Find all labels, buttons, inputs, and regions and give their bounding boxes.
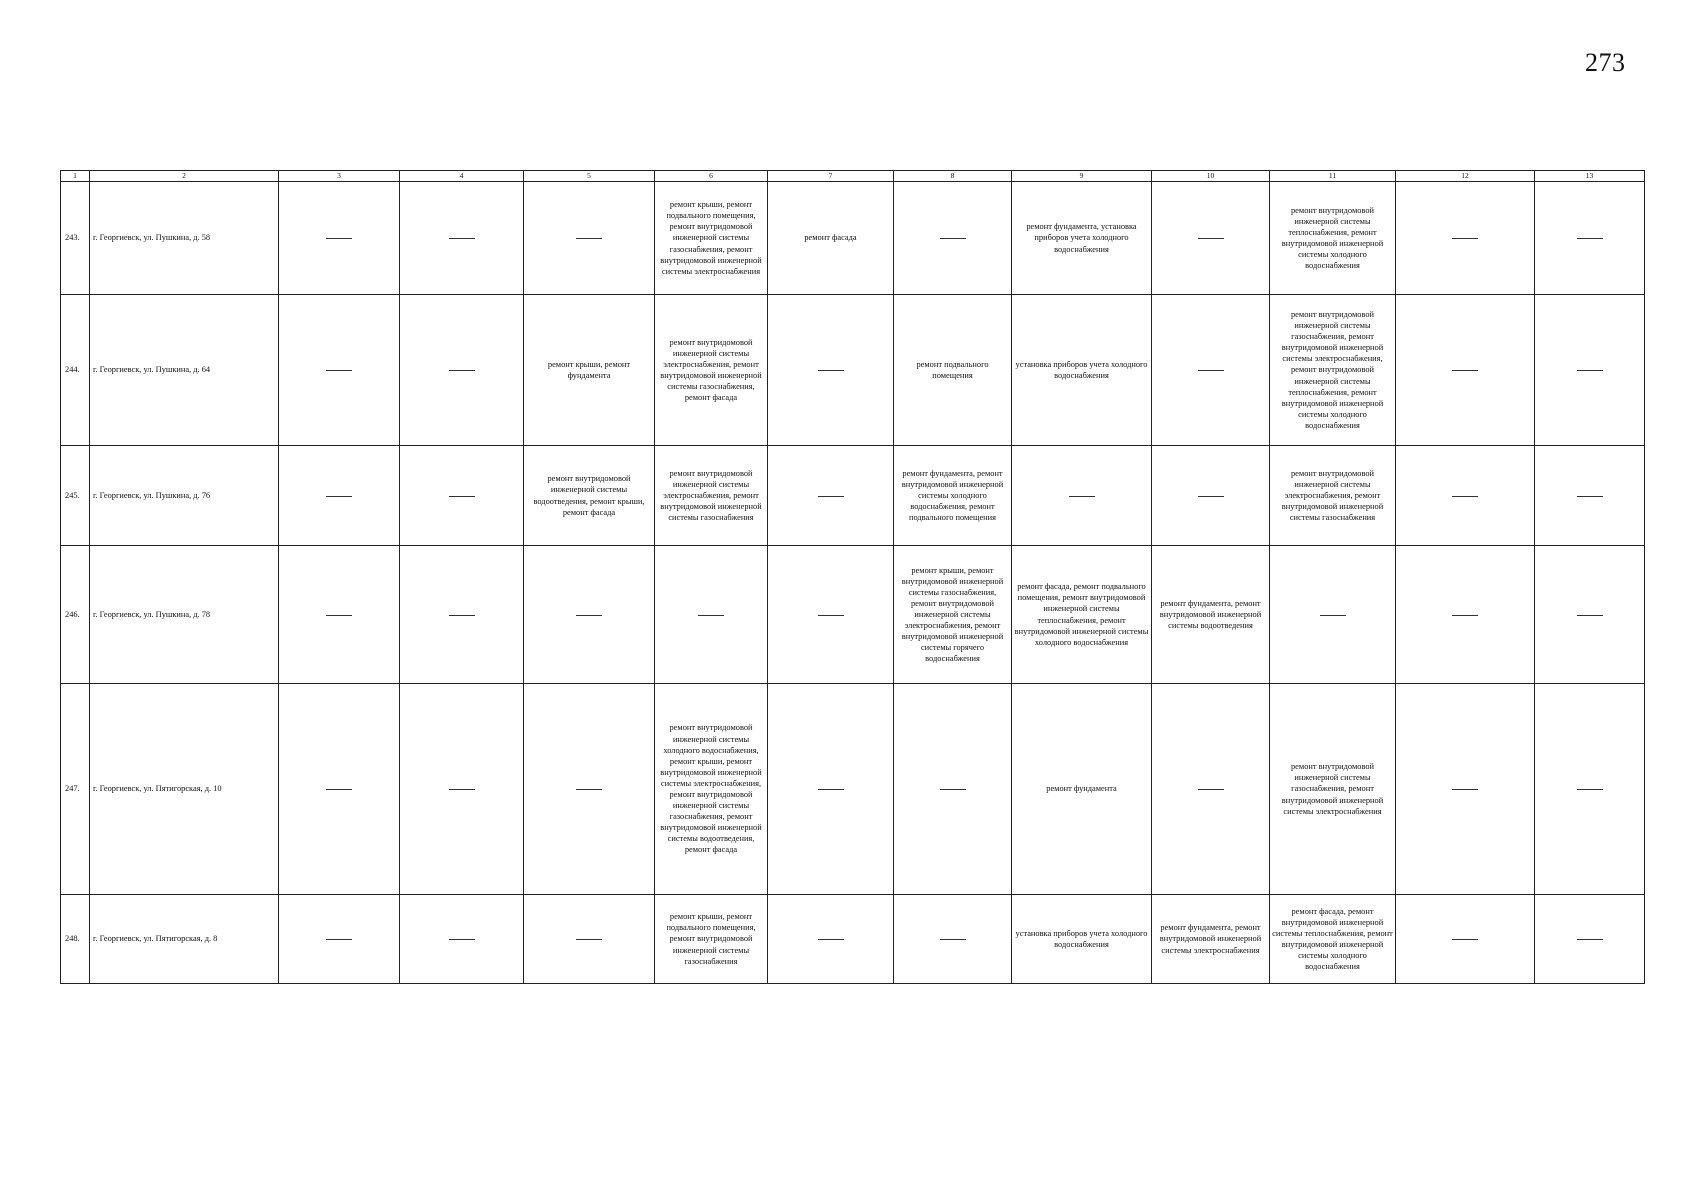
- work-cell-col-13: [1535, 546, 1645, 684]
- work-cell-col-4: [400, 895, 524, 984]
- work-description: ремонт внутридомовой инженерной системы электроснабжения, ремонт внутридомовой инженерной системы газоснабжения: [660, 468, 762, 523]
- column-header-2: 2: [90, 171, 279, 182]
- work-description: ремонт внутридомовой инженерной системы электроснабжения, ремонт внутридомовой инженерной системы газоснабжения: [1281, 468, 1384, 523]
- table-row: [61, 295, 1645, 446]
- column-header-4: 4: [400, 171, 524, 182]
- empty-dash-mark: [1069, 496, 1095, 497]
- work-cell-col-13: [1535, 295, 1645, 446]
- work-cell-col-8: [894, 546, 1012, 684]
- work-cell-col-12: [1396, 895, 1535, 984]
- work-cell-col-9: [1012, 546, 1152, 684]
- work-cell-col-10: [1152, 684, 1270, 895]
- row-number: 244.: [61, 295, 90, 446]
- address-cell: г. Георгиевск, ул. Пушкина, д. 76: [90, 446, 279, 546]
- work-cell-col-10: [1152, 895, 1270, 984]
- work-cell-col-5: [524, 684, 655, 895]
- column-header-1: 1: [61, 171, 90, 182]
- work-cell-col-5: [524, 546, 655, 684]
- empty-dash-mark: [576, 238, 602, 239]
- empty-dash-mark: [326, 615, 352, 616]
- table-row: [61, 895, 1645, 984]
- empty-dash-mark: [576, 789, 602, 790]
- work-description: ремонт внутридомовой инженерной системы теплоснабжения, ремонт внутридомовой инженерной системы холодного водоснабжения: [1281, 205, 1384, 271]
- column-header-11: 11: [1270, 171, 1396, 182]
- address-cell: г. Георгиевск, ул. Пушкина, д. 64: [90, 295, 279, 446]
- row-number: 245.: [61, 446, 90, 546]
- work-cell-col-3: [279, 182, 400, 295]
- empty-dash-mark: [326, 939, 352, 940]
- work-cell-col-7: [768, 182, 894, 295]
- work-description: ремонт внутридомовой инженерной системы электроснабжения, ремонт внутридомовой инженерной системы газоснабжения, ремонт фасада: [660, 337, 762, 403]
- work-cell-col-12: [1396, 182, 1535, 295]
- empty-dash-mark: [940, 789, 966, 790]
- work-cell-col-11: [1270, 895, 1396, 984]
- address-cell: г. Георгиевск, ул. Пятигорская, д. 10: [90, 684, 279, 895]
- row-number: 248.: [61, 895, 90, 984]
- empty-dash-mark: [1577, 789, 1603, 790]
- work-cell-col-8: [894, 295, 1012, 446]
- work-cell-col-9: [1012, 895, 1152, 984]
- empty-dash-mark: [1452, 615, 1478, 616]
- empty-dash-mark: [576, 615, 602, 616]
- work-description: ремонт внутридомовой инженерной системы водоотведения, ремонт крыши, ремонт фасада: [533, 474, 645, 517]
- empty-dash-mark: [818, 615, 844, 616]
- address-cell: г. Георгиевск, ул. Пушкина, д. 58: [90, 182, 279, 295]
- work-cell-col-12: [1396, 546, 1535, 684]
- table-row: [61, 684, 1645, 895]
- row-number: 247.: [61, 684, 90, 895]
- work-cell-col-8: [894, 684, 1012, 895]
- work-description: ремонт внутридомовой инженерной системы газоснабжения, ремонт внутридомовой инженерной системы электроснабжения: [1281, 762, 1384, 816]
- work-description: ремонт крыши, ремонт подвального помещения, ремонт внутридомовой инженерной системы газоснабжения: [666, 912, 756, 966]
- column-header-7: 7: [768, 171, 894, 182]
- work-cell-col-4: [400, 446, 524, 546]
- work-description: ремонт фундамента: [1046, 784, 1117, 794]
- empty-dash-mark: [449, 615, 475, 616]
- work-cell-col-4: [400, 182, 524, 295]
- work-cell-col-11: [1270, 684, 1396, 895]
- work-cell-col-12: [1396, 446, 1535, 546]
- work-cell-col-13: [1535, 182, 1645, 295]
- work-cell-col-11: [1270, 295, 1396, 446]
- work-description: ремонт фундамента, ремонт внутридомовой инженерной системы водоотведения: [1159, 598, 1262, 631]
- table-row: [61, 446, 1645, 546]
- work-cell-col-6: [655, 684, 768, 895]
- work-cell-col-6: [655, 895, 768, 984]
- work-cell-col-3: [279, 684, 400, 895]
- work-cell-col-9: [1012, 446, 1152, 546]
- empty-dash-mark: [449, 939, 475, 940]
- work-cell-col-4: [400, 684, 524, 895]
- empty-dash-mark: [818, 496, 844, 497]
- page-number: 273: [1585, 48, 1626, 77]
- empty-dash-mark: [449, 789, 475, 790]
- work-cell-col-5: [524, 446, 655, 546]
- work-cell-col-6: [655, 295, 768, 446]
- empty-dash-mark: [1577, 370, 1603, 371]
- empty-dash-mark: [1452, 496, 1478, 497]
- work-cell-col-8: [894, 895, 1012, 984]
- work-cell-col-7: [768, 446, 894, 546]
- work-schedule-table: [60, 170, 1645, 984]
- column-header-13: 13: [1535, 171, 1645, 182]
- empty-dash-mark: [449, 370, 475, 371]
- work-cell-col-6: [655, 446, 768, 546]
- work-cell-col-8: [894, 182, 1012, 295]
- work-cell-col-6: [655, 182, 768, 295]
- empty-dash-mark: [1198, 370, 1224, 371]
- empty-dash-mark: [1577, 939, 1603, 940]
- empty-dash-mark: [1320, 615, 1346, 616]
- empty-dash-mark: [449, 496, 475, 497]
- column-header-6: 6: [655, 171, 768, 182]
- empty-dash-mark: [1452, 370, 1478, 371]
- work-cell-col-3: [279, 546, 400, 684]
- work-cell-col-5: [524, 182, 655, 295]
- empty-dash-mark: [326, 370, 352, 371]
- work-cell-col-7: [768, 295, 894, 446]
- column-header-12: 12: [1396, 171, 1535, 182]
- empty-dash-mark: [698, 615, 724, 616]
- work-description: ремонт крыши, ремонт подвального помещения, ремонт внутридомовой инженерной системы газоснабжения, ремонт внутридомовой инженерной системы электроснабжения: [660, 200, 762, 276]
- work-description: ремонт фасада: [804, 233, 857, 243]
- work-schedule-table-container: [60, 170, 1645, 984]
- empty-dash-mark: [818, 370, 844, 371]
- work-cell-col-13: [1535, 895, 1645, 984]
- table-body: [61, 182, 1645, 984]
- table-row: [61, 182, 1645, 295]
- work-cell-col-11: [1270, 446, 1396, 546]
- empty-dash-mark: [940, 238, 966, 239]
- work-description: ремонт крыши, ремонт внутридомовой инженерной системы газоснабжения, ремонт внутридомовой инженерной системы электроснабжения, ремонт внутридомовой инженерной системы горячего водоснабжения: [901, 565, 1004, 664]
- work-description: ремонт фасада, ремонт подвального помещения, ремонт внутридомовой инженерной системы теплоснабжения, ремонт внутридомовой инженерной системы холодного водоснабжения: [1014, 582, 1149, 647]
- work-cell-col-4: [400, 295, 524, 446]
- work-description: ремонт подвального помещения: [916, 359, 989, 380]
- work-description: ремонт фундамента, ремонт внутридомовой инженерной системы холодного водоснабжения, ремонт подвального помещения: [901, 468, 1004, 523]
- empty-dash-mark: [1577, 615, 1603, 616]
- empty-dash-mark: [1577, 496, 1603, 497]
- work-cell-col-9: [1012, 684, 1152, 895]
- work-cell-col-10: [1152, 446, 1270, 546]
- empty-dash-mark: [818, 939, 844, 940]
- work-cell-col-11: [1270, 182, 1396, 295]
- work-cell-col-10: [1152, 546, 1270, 684]
- work-cell-col-13: [1535, 446, 1645, 546]
- row-number: 243.: [61, 182, 90, 295]
- empty-dash-mark: [1198, 238, 1224, 239]
- address-cell: г. Георгиевск, ул. Пушкина, д. 78: [90, 546, 279, 684]
- work-cell-col-6: [655, 546, 768, 684]
- empty-dash-mark: [326, 238, 352, 239]
- table-row: [61, 546, 1645, 684]
- empty-dash-mark: [1577, 238, 1603, 239]
- work-cell-col-10: [1152, 182, 1270, 295]
- empty-dash-mark: [1452, 238, 1478, 239]
- header-row: [61, 171, 1645, 182]
- work-cell-col-8: [894, 446, 1012, 546]
- work-cell-col-10: [1152, 295, 1270, 446]
- work-cell-col-7: [768, 546, 894, 684]
- work-cell-col-3: [279, 895, 400, 984]
- empty-dash-mark: [1198, 496, 1224, 497]
- work-description: ремонт внутридомовой инженерной системы холодного водоснабжения, ремонт крыши, ремонт внутридомовой инженерной системы электроснабжения, ремонт внутридомовой инженерной системы газоснабжения, ремонт внутридомовой инженерной системы водоотведения, ремонт фасада: [660, 723, 762, 855]
- work-cell-col-13: [1535, 684, 1645, 895]
- empty-dash-mark: [576, 939, 602, 940]
- column-header-9: 9: [1012, 171, 1152, 182]
- column-header-8: 8: [894, 171, 1012, 182]
- work-cell-col-5: [524, 895, 655, 984]
- empty-dash-mark: [1452, 789, 1478, 790]
- column-header-5: 5: [524, 171, 655, 182]
- work-description: ремонт крыши, ремонт фундамента: [547, 359, 631, 380]
- work-description: ремонт внутридомовой инженерной системы газоснабжения, ремонт внутридомовой инженерной системы электроснабжения, ремонт внутридомовой инженерной системы теплоснабжения, ремонт внутридомовой инженерной системы холодного водоснабжения: [1281, 309, 1384, 430]
- empty-dash-mark: [1452, 939, 1478, 940]
- column-header-3: 3: [279, 171, 400, 182]
- work-description: установка приборов учета холодного водоснабжения: [1015, 359, 1148, 380]
- work-cell-col-7: [768, 895, 894, 984]
- work-cell-col-12: [1396, 295, 1535, 446]
- work-cell-col-3: [279, 446, 400, 546]
- work-description: ремонт фасада, ремонт внутридомовой инженерной системы теплоснабжения, ремонт внутридомовой инженерной системы холодного водоснабжения: [1272, 906, 1393, 972]
- empty-dash-mark: [326, 789, 352, 790]
- row-number: 246.: [61, 546, 90, 684]
- work-description: установка приборов учета холодного водоснабжения: [1015, 928, 1148, 949]
- table-header: [61, 171, 1645, 182]
- empty-dash-mark: [940, 939, 966, 940]
- address-cell: г. Георгиевск, ул. Пятигорская, д. 8: [90, 895, 279, 984]
- work-cell-col-9: [1012, 182, 1152, 295]
- work-cell-col-7: [768, 684, 894, 895]
- work-cell-col-12: [1396, 684, 1535, 895]
- work-description: ремонт фундамента, ремонт внутридомовой инженерной системы электроснабжения: [1159, 923, 1262, 955]
- work-cell-col-3: [279, 295, 400, 446]
- work-cell-col-4: [400, 546, 524, 684]
- work-cell-col-11: [1270, 546, 1396, 684]
- column-header-10: 10: [1152, 171, 1270, 182]
- empty-dash-mark: [1198, 789, 1224, 790]
- empty-dash-mark: [326, 496, 352, 497]
- work-cell-col-9: [1012, 295, 1152, 446]
- empty-dash-mark: [449, 238, 475, 239]
- empty-dash-mark: [818, 789, 844, 790]
- work-description: ремонт фундамента, установка приборов учета холодного водоснабжения: [1026, 222, 1137, 254]
- work-cell-col-5: [524, 295, 655, 446]
